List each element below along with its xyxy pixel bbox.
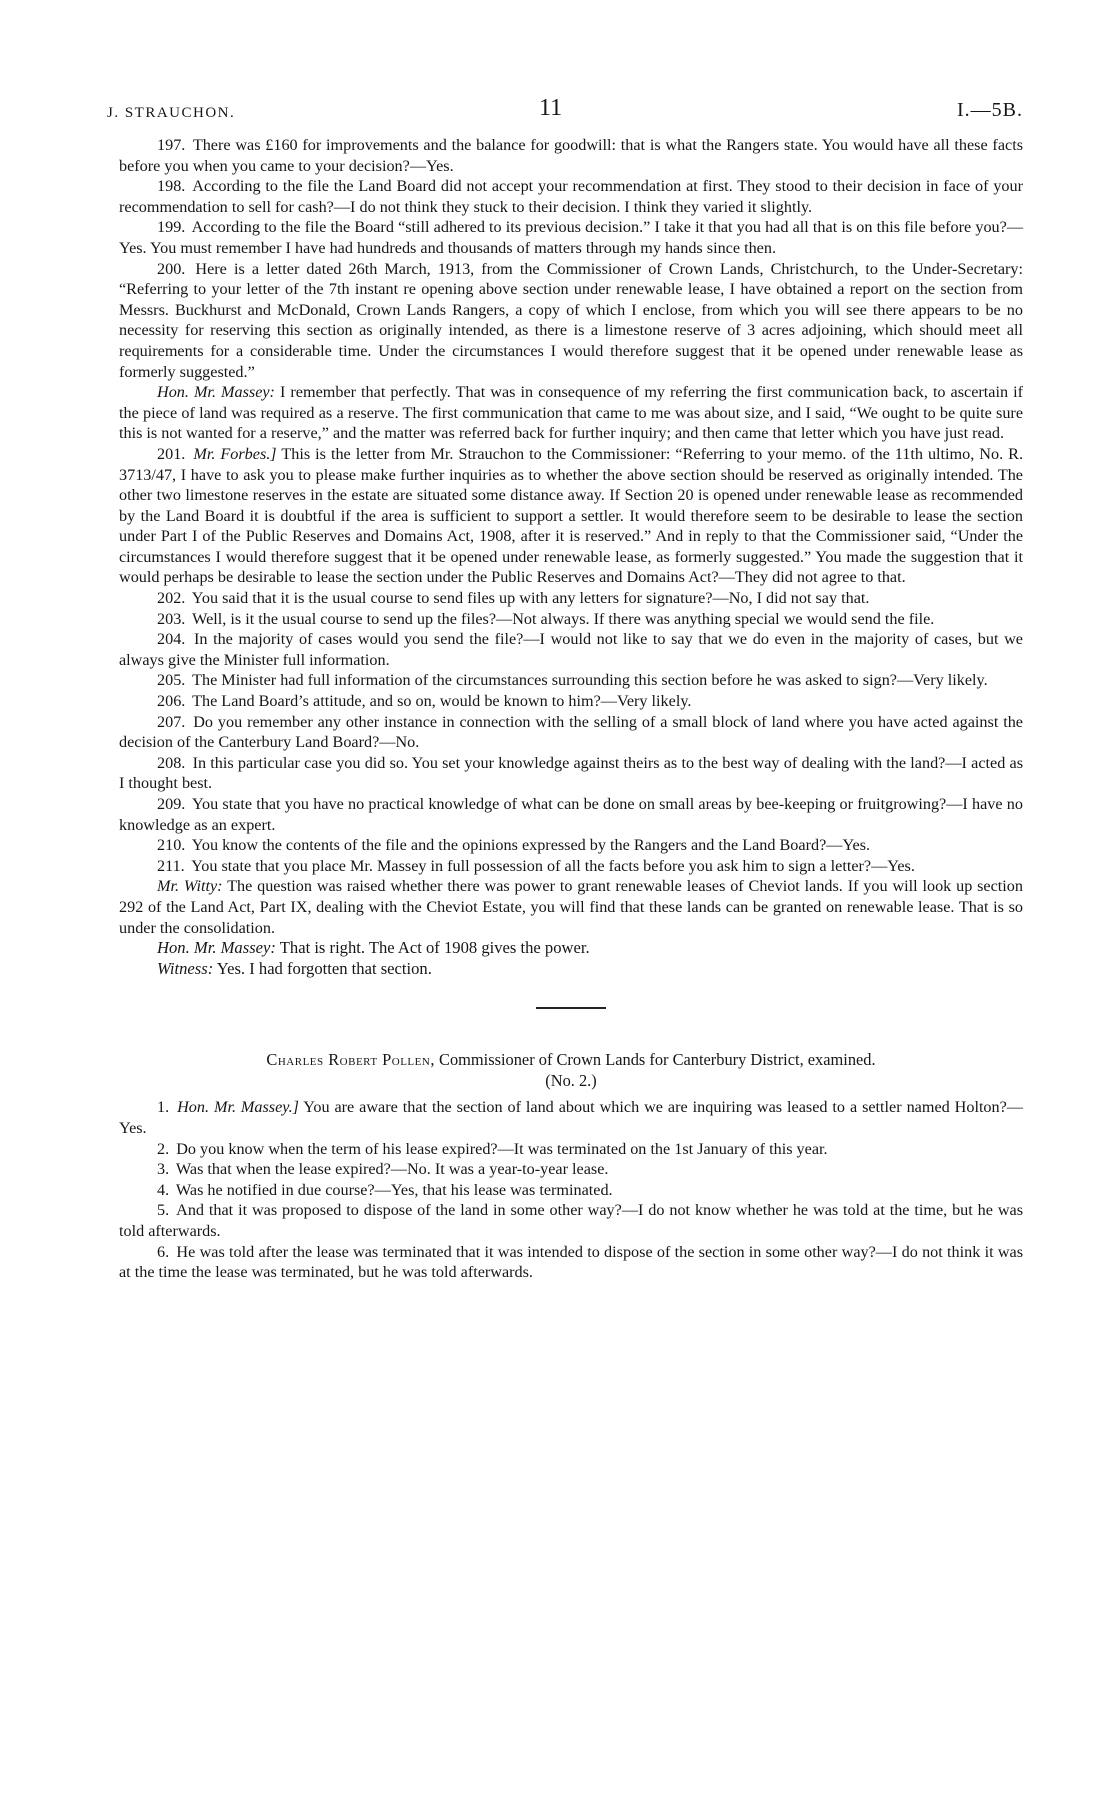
document-reference: I.—5B. bbox=[957, 99, 1023, 121]
testimony-paragraph-p2: 2. Do you know when the term of his lease expired?—It was terminated on the 1st January of this year. bbox=[157, 1139, 828, 1158]
testimony-paragraph-witty: Mr. Witty: The question was raised whether there was power to grant renewable leases of Cheviot lands. If you will look up section 292 of the Land Act, Part IX, dealing with the Cheviot Estate, you will find that these lands can be granted on renewable lease. That is so under the consolidation. bbox=[119, 877, 1023, 937]
testimony-paragraph-209: 209. You state that you have no practical knowledge of what can be done on small areas by bee-keeping or fruitgrowing?—I have no knowledge as an expert. bbox=[119, 795, 1023, 834]
testimony-paragraph-208: 208. In this particular case you did so. You set your knowledge against theirs as to the best way of dealing with the land?—I acted as I thought best. bbox=[119, 753, 1024, 793]
witness-heading bbox=[119, 1049, 1023, 1091]
testimony-paragraph-witness: Witness: Yes. I had forgotten that section. bbox=[157, 958, 432, 978]
speaker-label: Hon. Mr. Massey: bbox=[157, 938, 276, 958]
page-header bbox=[107, 95, 1023, 135]
testimony-paragraph-200: 200. Here is a letter dated 26th March, 1913, from the Commissioner of Crown Lands, Christchurch, to the Under-Secretary: “Referring to your letter of the 7th instant re opening above section under renewable lease, I have obtained a report on the section from Messrs. Buckhurst and McDonald, Crown Lands Rangers, a copy of which I enclose, from which you will see there appears to be no necessity for reserving this section as originally intended, as there is a limestone reserve of 3 acres adjoining, which should meet all requirements for a considerable time. Under the circumstances I would therefore suggest that it be opened under renewable lease as formerly suggested.” bbox=[119, 259, 1024, 381]
testimony-paragraph-199: 199. According to the file the Board “still adhered to its previous decision.” I take it that you had all that is on this file before you?—Yes. You must remember I have had hundreds and thousands of matters through my hands since then. bbox=[119, 218, 1024, 257]
testimony-paragraph-p4: 4. Was he notified in due course?—Yes, that his lease was terminated. bbox=[157, 1180, 613, 1199]
testimony-paragraph-204: 204. In the majority of cases would you send the file?—I would not like to say that we do even in the majority of cases, but we always give the Minister full information. bbox=[119, 630, 1023, 669]
testimony-section-strauchon bbox=[119, 135, 1023, 979]
speaker-label: Mr. Witty: bbox=[157, 877, 223, 896]
speaker-label: Witness: bbox=[157, 958, 214, 978]
testimony-paragraph-198: 198. According to the file the Land Board did not accept your recommendation at first. They stood to their decision in face of your recommendation to sell for cash?—I do not think they stuck to their decision. I think they varied it slightly. bbox=[119, 177, 1024, 216]
testimony-paragraph-203: 203. Well, is it the usual course to send up the files?—Not always. If there was anything special we would send the file. bbox=[157, 609, 935, 628]
testimony-paragraph-massey-1: Hon. Mr. Massey: I remember that perfectly. That was in consequence of my referring the first communication back, to ascertain if the piece of land was required as a reserve. The first communication that came to me was about size, and I said, “We ought to be quite sure this is not wanted for a reserve,” and the matter was referred back for further inquiry; and then came that letter which you have just read. bbox=[119, 383, 1023, 443]
testimony-paragraph-206: 206. The Land Board’s attitude, and so on, would be known to him?—Very likely. bbox=[157, 692, 692, 711]
testimony-paragraph-197: 197. There was £160 for improvements and the balance for goodwill: that is what the Rangers state. You would have all these facts before you when you came to your decision?—Yes. bbox=[119, 136, 1023, 175]
testimony-paragraph-p6: 6. He was told after the lease was terminated that it was intended to dispose of the section in some other way?—I do not think it was at the time the lease was terminated, but he was told afterwards. bbox=[119, 1242, 1024, 1282]
testimony-paragraph-210: 210. You know the contents of the file and the opinions expressed by the Rangers and the Land Board?—Yes. bbox=[157, 836, 871, 855]
section-divider bbox=[536, 1007, 606, 1009]
testimony-paragraph-p1: 1. Hon. Mr. Massey.] You are aware that the section of land about which we are inquiring was leased to a settler named Holton?—Yes. bbox=[119, 1098, 1023, 1137]
testimony-paragraph-massey-2: Hon. Mr. Massey: That is right. The Act of 1908 gives the power. bbox=[157, 938, 590, 958]
testimony-paragraph-202: 202. You said that it is the usual course to send files up with any letters for signature?—No, I did not say that. bbox=[157, 589, 870, 608]
speaker-label: Hon. Mr. Massey.] bbox=[177, 1098, 299, 1117]
witness-name: Charles Robert Pollen, bbox=[266, 1050, 435, 1070]
testimony-section-pollen bbox=[119, 1097, 1023, 1282]
testimony-paragraph-p5: 5. And that it was proposed to dispose of the land in some other way?—I do not know whether he was told at the time, but he was told afterwards. bbox=[119, 1201, 1023, 1240]
testimony-paragraph-207: 207. Do you remember any other instance in connection with the selling of a small block of land where you have acted against the decision of the Canterbury Land Board?—No. bbox=[119, 712, 1023, 752]
testimony-paragraph-211: 211. You state that you place Mr. Massey in full possession of all the facts before you ask him to sign a letter?—Yes. bbox=[157, 856, 915, 875]
running-head-witness: J. STRAUCHON. bbox=[107, 105, 236, 121]
testimony-paragraph-201: 201. Mr. Forbes.] This is the letter from Mr. Strauchon to the Commissioner: “Referring to your memo. of the 11th ultimo, No. R. 3713/47, I have to ask you to please make further inquiries as to whether the above section should be reserved as originally intended. The other two limestone reserves in the estate are situated some distance away. If Section 20 is opened under renewable lease as recommended by the Land Board it is doubtful if the area is sufficient to support a settler. It would therefore seem to be desirable to lease the section under Part I of the Public Reserves and Domains Act, 1908, after it is reserved.” And in reply to that the Commissioner said, “Under the circumstances I would therefore suggest that it be opened under renewable lease, as formerly suggested.” You made the suggestion that it would perhaps be desirable to lease the section under the Public Reserves and Domains Act?—They did not agree to that. bbox=[119, 444, 1023, 587]
witness-number: (No. 2.) bbox=[545, 1071, 597, 1091]
testimony-paragraph-p3: 3. Was that when the lease expired?—No. It was a year-to-year lease. bbox=[157, 1160, 609, 1179]
document-page bbox=[107, 95, 1024, 1283]
speaker-label: Mr. Forbes.] bbox=[193, 444, 277, 463]
speaker-label: Hon. Mr. Massey: bbox=[157, 383, 275, 402]
witness-description: Commissioner of Crown Lands for Canterbury District, examined. bbox=[439, 1050, 876, 1070]
page-number: 11 bbox=[539, 95, 563, 121]
testimony-paragraph-205: 205. The Minister had full information of the circumstances surrounding this section before he was asked to sign?—Very likely. bbox=[157, 671, 988, 690]
